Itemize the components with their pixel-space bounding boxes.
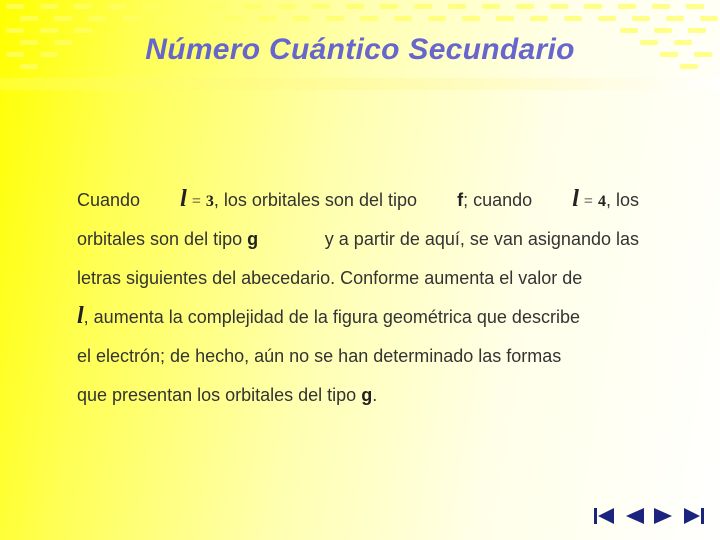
text-a-partir: y a partir de aquí, se van asignando las [324, 229, 639, 249]
previous-slide-icon[interactable] [620, 506, 648, 526]
equals-sign: = [583, 193, 593, 210]
text-orbitales-son: orbitales son del tipo [77, 229, 243, 249]
title-underline-bar [0, 78, 720, 90]
slide-navigation [590, 506, 710, 528]
symbol-l: l [572, 186, 579, 212]
next-slide-icon[interactable] [650, 506, 678, 526]
symbol-l: l [77, 303, 84, 329]
text-electron: el electrón; de hecho, aún no se han determinado las formas [77, 346, 562, 366]
text-orbitales-tipo: , los orbitales son del tipo [213, 190, 417, 210]
body-line-6 [77, 367, 639, 406]
text-period: . [372, 385, 378, 405]
equals-sign: = [191, 193, 201, 210]
orbital-f: f [457, 190, 464, 210]
first-slide-icon[interactable] [590, 506, 618, 526]
text-cuando-2: ; cuando [463, 190, 533, 210]
text-complejidad: , aumenta la complejidad de la figura geométrica que describe [83, 307, 580, 327]
orbital-g: g [361, 385, 373, 405]
slide-title: Número Cuántico Secundario [145, 33, 575, 66]
slide-body [77, 172, 639, 406]
body-line-4 [77, 289, 639, 328]
body-line-1 [77, 172, 639, 211]
value-4: 4 [597, 193, 606, 210]
body-line-3 [77, 250, 639, 289]
orbital-g: g [247, 229, 259, 249]
text-que-presentan: que presentan los orbitales del tipo [77, 385, 357, 405]
value-3: 3 [205, 193, 214, 210]
body-line-5 [77, 328, 639, 367]
symbol-l: l [180, 186, 187, 212]
text-los: , los [605, 190, 639, 210]
text-letras-siguientes: letras siguientes del abecedario. Conforme aumenta el valor de [77, 268, 583, 288]
last-slide-icon[interactable] [680, 506, 708, 526]
text-cuando: Cuando [77, 190, 141, 210]
body-line-2 [77, 211, 639, 250]
